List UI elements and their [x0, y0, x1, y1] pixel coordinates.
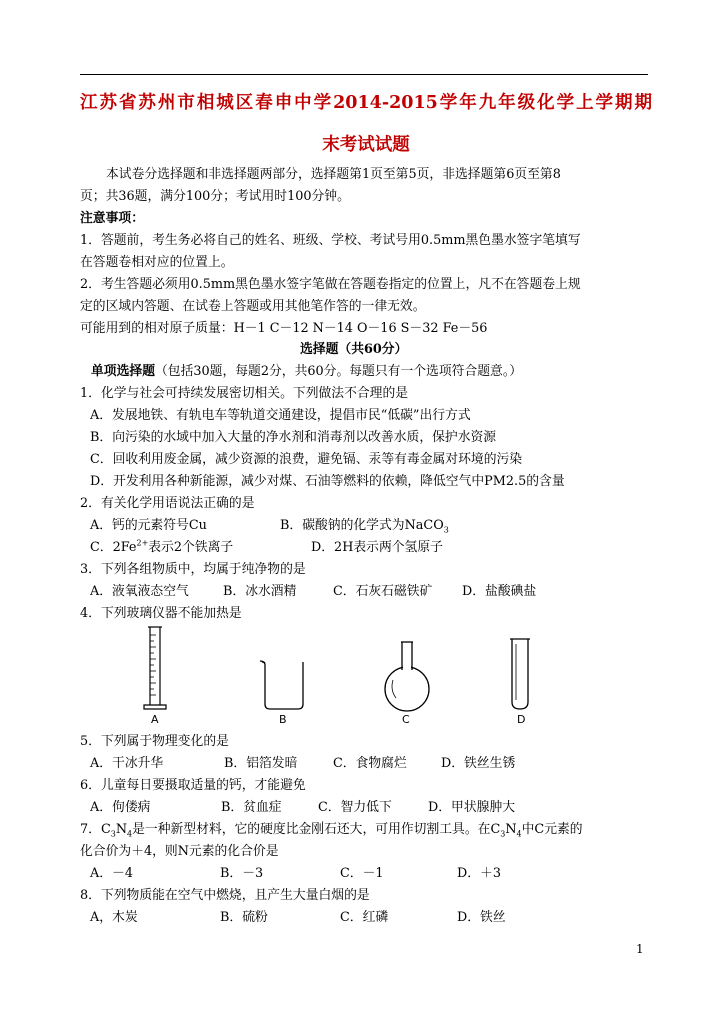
q3-option-d: D．盐酸碘盐 [462, 584, 537, 599]
q5-option-b: B．铝箔发暗 [224, 756, 298, 771]
q7-text-2: N [115, 822, 128, 837]
q5-option-d: D．铁丝生锈 [441, 756, 516, 771]
q7-text-1: 7．C [80, 822, 111, 837]
q2-option-d: D．2H表示两个氢原子 [311, 540, 443, 555]
notes-heading: 注意事项： [80, 211, 144, 226]
q1-option-a: A．发展地铁、有轨电车等轨道交通建设，提倡市民“低碳”出行方式 [90, 408, 471, 423]
q7-text-4: N [505, 822, 517, 837]
q7-sub-4b: 4 [516, 829, 522, 839]
q2-option-b [280, 518, 449, 533]
q2-option-c-superscript: 2+ [136, 538, 149, 548]
q1-option-b: B．向污染的水域中加入大量的净水剂和消毒剂以改善水质，保护水资源 [90, 430, 497, 445]
q7-option-a: A．－4 [90, 866, 133, 881]
q1-option-d: D．开发利用各种新能源，减少对煤、石油等燃料的依赖，降低空气中PM2.5的含量 [90, 474, 565, 489]
q1-stem: 1．化学与社会可持续发展密切相关。下列做法不合理的是 [80, 386, 409, 401]
apparatus-label-c: C [402, 713, 410, 726]
page-number: 1 [636, 942, 644, 956]
q8-option-c: C．红磷 [340, 910, 389, 925]
page-title: 江苏省苏州市相城区春申中学2014-2015学年九年级化学上学期期 [80, 93, 652, 113]
q6-option-b: B．贫血症 [221, 800, 282, 815]
q2-option-b-text: B．碳酸钠的化学式为NaCO [280, 518, 444, 533]
section-title: 选择题（共60分） [300, 342, 408, 357]
q7-option-b: B．－3 [220, 866, 264, 881]
q2-option-a: A．钙的元素符号Cu [90, 518, 207, 533]
q3-option-c: C．石灰石磁铁矿 [333, 584, 433, 599]
q6-option-a: A．佝偻病 [90, 800, 151, 815]
q2-option-c [90, 540, 233, 555]
note-1-line-1: 1．答题前，考生务必将自己的姓名、班级、学校、考试号用0.5mm黑色墨水签字笔填写 [80, 233, 581, 248]
round-bottom-flask-image [380, 640, 434, 714]
q6-stem: 6．儿童每日要摄取适量的钙，才能避免 [80, 778, 306, 793]
intro-line-2: 页；共36题，满分100分；考试用时100分钟。 [80, 189, 350, 204]
section-instructions-text: （包括30题，每题2分，共60分。每题只有一个选项符合题意。） [154, 364, 523, 379]
q7-option-c: C．－1 [340, 866, 384, 881]
q3-option-a: A．液氧液态空气 [90, 584, 189, 599]
q4-stem: 4．下列玻璃仪器不能加热是 [80, 606, 242, 621]
section-instructions [91, 364, 522, 379]
intro-line-1: 本试卷分选择题和非选择题两部分，选择题第1页至第5页，非选择题第6页至第8 [106, 167, 561, 182]
q7-option-d: D．＋3 [457, 866, 501, 881]
q1-option-c: C．回收利用废金属，减少资源的浪费，避免镉、汞等有毒金属对环境的污染 [90, 452, 523, 467]
note-1-line-2: 在答题卷相对应的位置上。 [80, 255, 234, 270]
apparatus-label-a: A [151, 713, 159, 726]
note-2-line-1: 2．考生答题必须用0.5mm黑色墨水签字笔做在答题卷指定的位置上，凡不在答题卷上规 [80, 277, 581, 292]
q3-option-b: B．冰水酒精 [223, 584, 297, 599]
apparatus-label-b: B [279, 713, 287, 726]
q8-option-b: B．硫粉 [220, 910, 268, 925]
q6-option-c: C．智力低下 [318, 800, 392, 815]
q7-sub-4: 4 [127, 829, 133, 839]
q7-stem-line-2: 化合价为＋4，则N元素的化合价是 [80, 844, 279, 859]
q5-option-c: C．食物腐烂 [333, 756, 407, 771]
page-title-continued: 末考试试题 [322, 135, 410, 155]
header-rule [80, 74, 648, 75]
q7-text-5: 中C元素的 [521, 822, 583, 837]
q7-sub-3: 3 [110, 829, 116, 839]
q2-option-c-text-end: 表示2个铁离子 [148, 540, 234, 555]
q7-text-3: 是一种新型材料，它的硬度比金刚石还大，可用作切割工具。在C [132, 822, 501, 837]
q5-stem: 5．下列属于物理变化的是 [80, 734, 229, 749]
q2-option-c-text: C．2Fe [90, 540, 137, 555]
note-2-line-2: 定的区域内答题、在试卷上答题或用其他笔作答的一律无效。 [80, 299, 426, 314]
q2-option-b-subscript: 3 [443, 525, 449, 535]
q8-option-d: D．铁丝 [457, 910, 506, 925]
q8-option-a: A，木炭 [90, 910, 138, 925]
q3-stem: 3．下列各组物质中，均属于纯净物的是 [80, 562, 306, 577]
apparatus-label-d: D [517, 713, 526, 726]
q7-sub-3b: 3 [500, 829, 506, 839]
section-instructions-label: 单项选择题 [91, 364, 155, 379]
q8-stem: 8．下列物质能在空气中燃烧，且产生大量白烟的是 [80, 888, 370, 903]
beaker-image [258, 656, 308, 712]
q5-option-a: A．干冰升华 [90, 756, 164, 771]
q2-stem: 2．有关化学用语说法正确的是 [80, 496, 255, 511]
graduated-cylinder-image [140, 625, 170, 713]
atomic-masses: 可能用到的相对原子质量：H－1 C－12 N－14 O－16 S－32 Fe－56 [80, 321, 488, 336]
q7-stem-line-1 [80, 822, 583, 837]
q6-option-d: D．甲状腺肿大 [428, 800, 516, 815]
test-tube-image [508, 636, 532, 712]
